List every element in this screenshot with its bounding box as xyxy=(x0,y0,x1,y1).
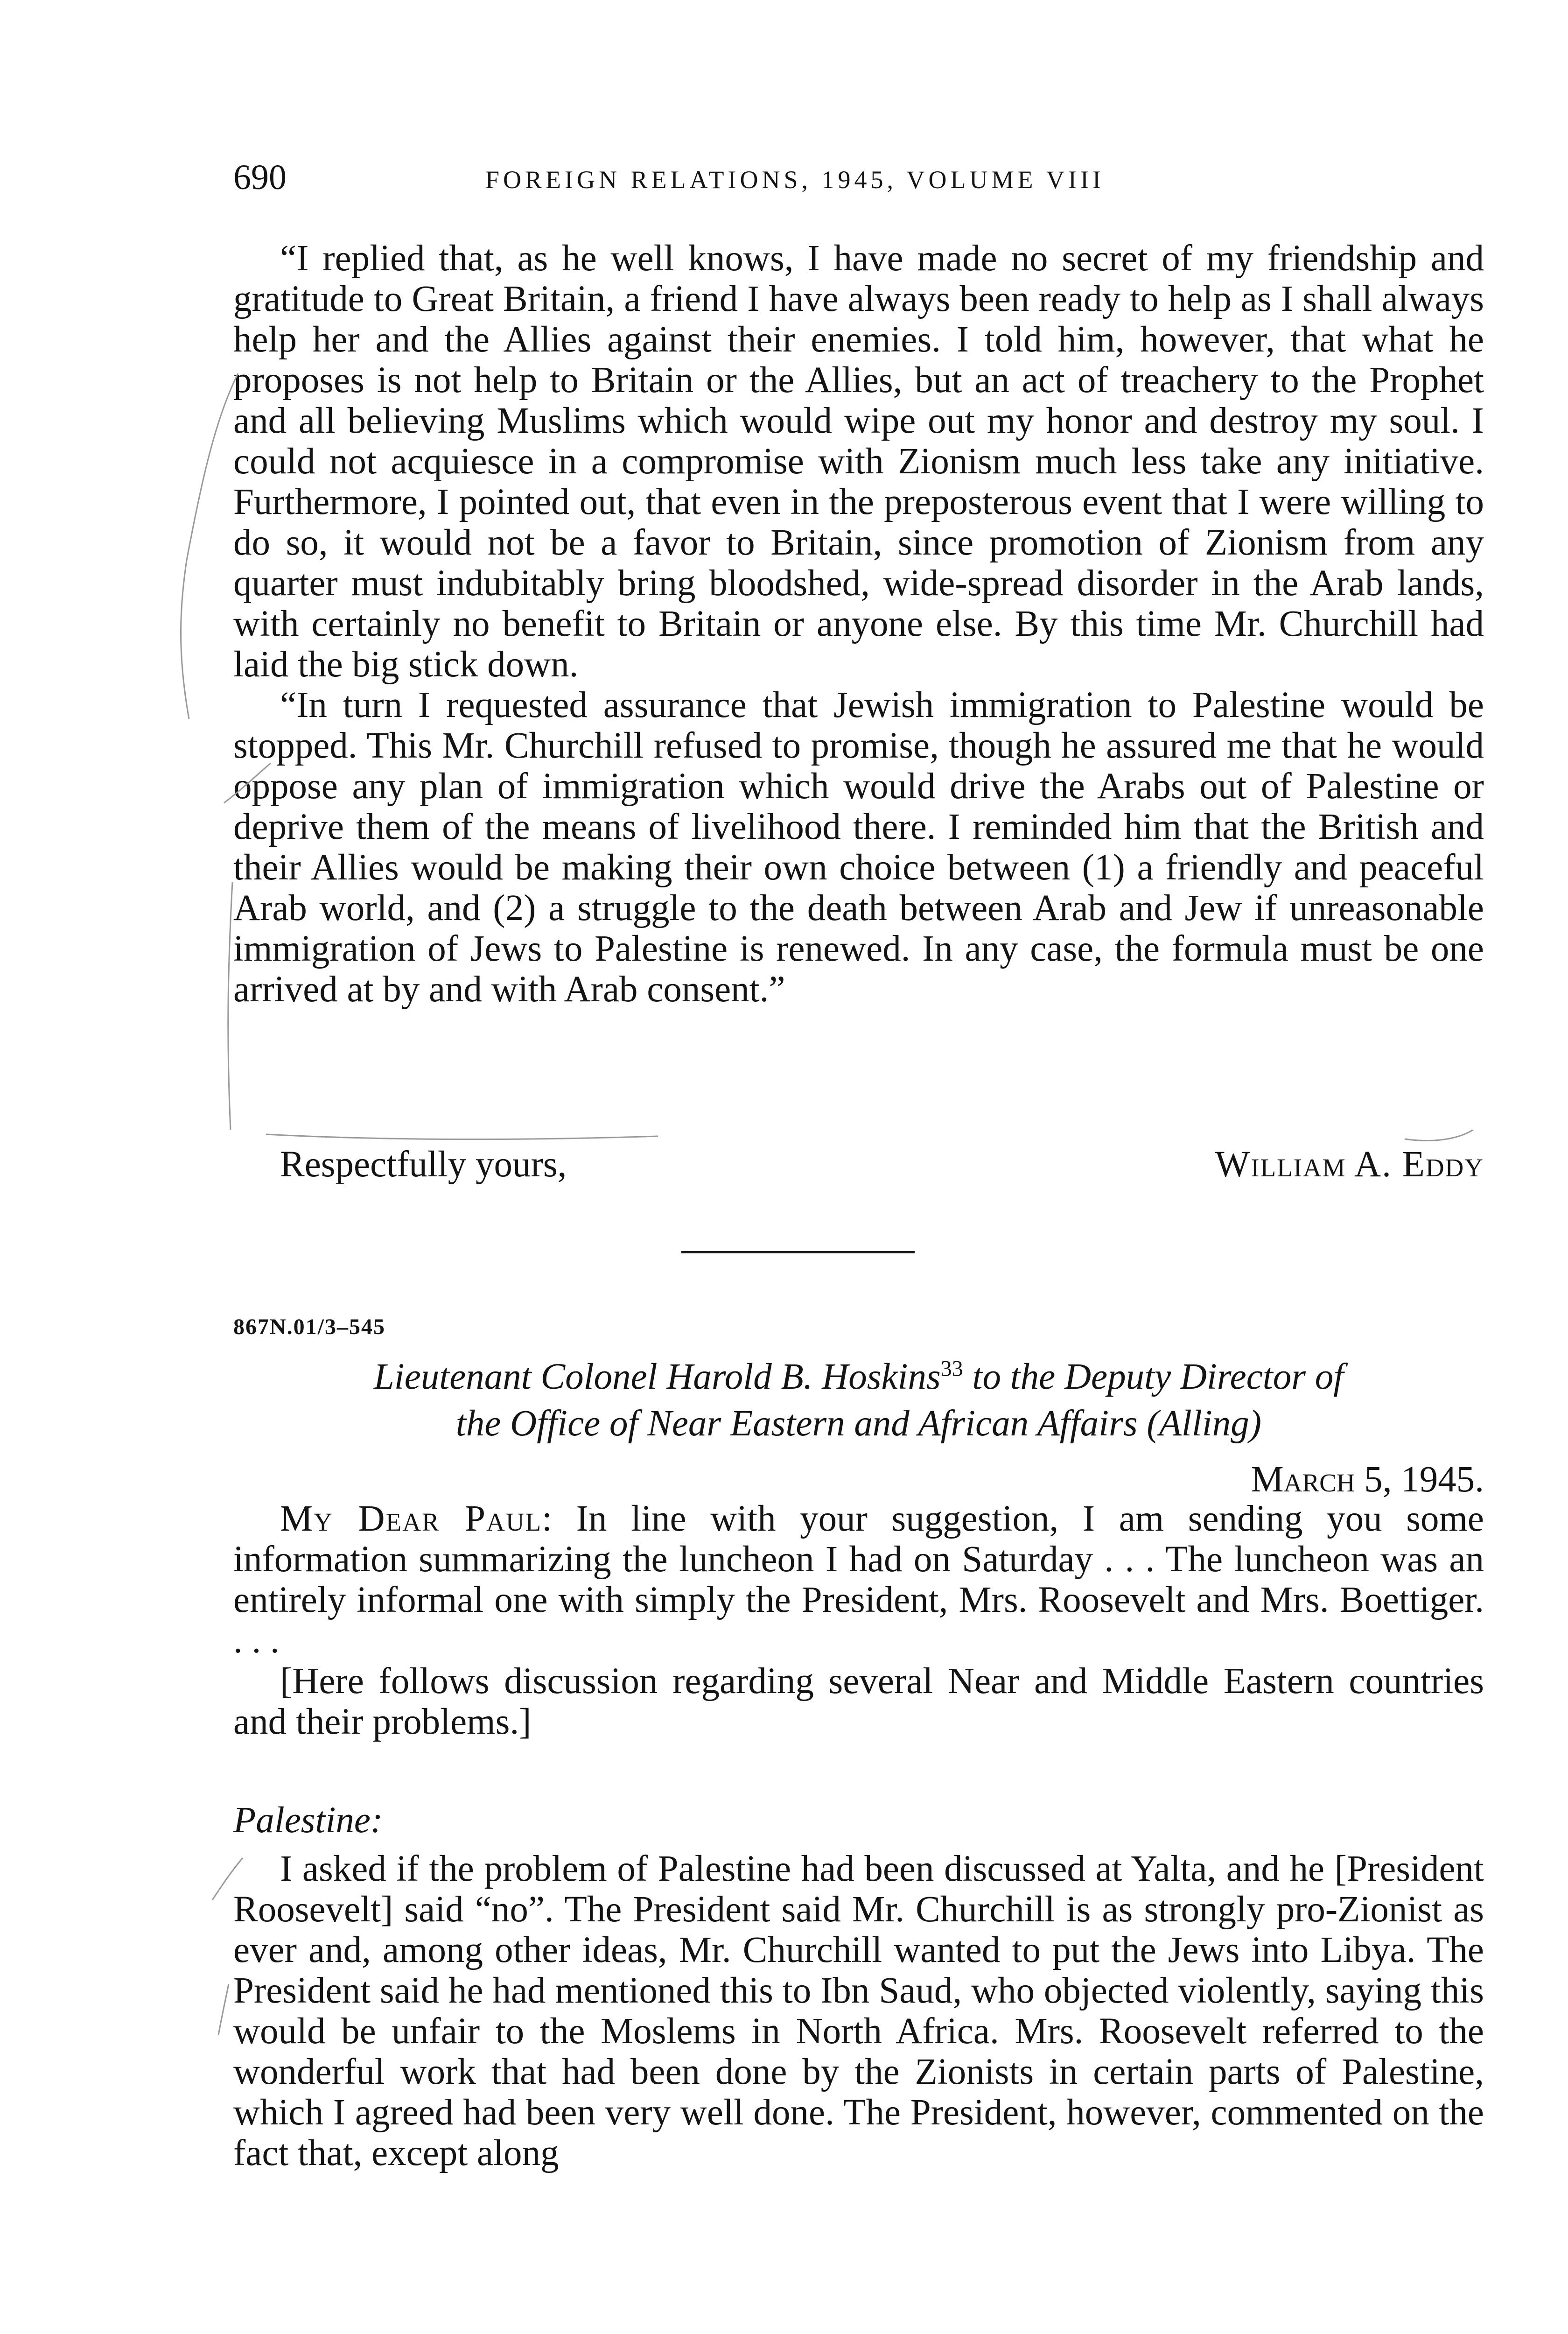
memo-paragraph xyxy=(233,1498,1484,1661)
title-office: the Office of Near Eastern and African Affairs (Alling) xyxy=(455,1403,1262,1444)
running-head: FOREIGN RELATIONS, 1945, VOLUME VIII xyxy=(485,166,1105,194)
footnote-reference[interactable]: 33 xyxy=(940,1356,963,1381)
section-heading: Palestine: xyxy=(233,1800,383,1841)
letter-date: March 5, 1945. xyxy=(1251,1459,1484,1500)
memo-paragraph: I asked if the problem of Palestine had been discussed at Yalta, and he [President Roosevelt] said “no”. The President said Mr. Churchill is as strongly pro-Zionist as ever and, among other ideas, Mr. Churchill wanted to put the Jews into Libya. The President said he had mentioned this to Ibn Saud, who objected violently, saying this would be unfair to the Moslems in North Africa. Mrs. Roosevelt referred to the wonderful work that had been done by the Zionists in certain parts of Palestine, which I agreed had been very well done. The President, however, commented on the fact that, except along xyxy=(233,1849,1484,2173)
letter-closing xyxy=(233,1144,1484,1190)
document-title xyxy=(233,1354,1484,1447)
letter-body xyxy=(233,238,1484,1010)
title-author: Lieutenant Colonel Harold B. Hoskins xyxy=(373,1357,941,1397)
margin-pencil-mark xyxy=(168,364,243,784)
file-number: 867N.01/3–545 xyxy=(233,1315,385,1339)
valediction: Respectfully yours, xyxy=(280,1144,567,1185)
salutation: My Dear Paul xyxy=(280,1498,542,1539)
memo-opening xyxy=(233,1498,1484,1742)
title-recipient: to the Deputy Director of xyxy=(963,1357,1344,1397)
letter-paragraph: “In turn I requested assurance that Jewish immigration to Palestine would be stopped. This Mr. Churchill refused to promise, though he assured me that he would oppose any plan of immigration which would drive the Arabs out of Palestine or deprive them of the means of livelihood there. I reminded him that the British and their Allies would be making their own choice between (1) a friendly and peaceful Arab world, and (2) a struggle to the death between Arab and Jew if unreasonable immigration of Jews to Palestine is renewed. In any case, the formula must be one arrived at by and with Arab consent.” xyxy=(233,685,1484,1010)
section-divider xyxy=(681,1251,915,1253)
memo-body xyxy=(233,1849,1484,2173)
signature: William A. Eddy xyxy=(1215,1144,1484,1185)
page-number: 690 xyxy=(233,158,287,197)
letter-paragraph: “I replied that, as he well knows, I have made no secret of my friendship and gratitude to Great Britain, a friend I have always been ready to help as I shall always help her and the Allies against their enemies. I told him, however, that what he proposes is not help to Britain or the Allies, but an act of treachery to the Prophet and all believing Muslims which would wipe out my honor and destroy my soul. I could not acquiesce in a compromise with Zionism much less take any initiative. Furthermore, I pointed out, that even in the preposterous event that I were willing to do so, it would not be a favor to Britain, since promotion of Zionism from any quarter must indubitably bring bloodshed, wide-spread disorder in the Arab lands, with certainly no benefit to Britain or anyone else. By this time Mr. Churchill had laid the big stick down. xyxy=(233,238,1484,685)
opening-text: : In line with your suggestion, I am sending you some information summarizing the luncheon I had on Saturday . . . The luncheon was an entirely informal one with simply the President, Mrs. Roosevelt and Mrs. Boettiger. . . . xyxy=(233,1498,1484,1661)
page-header xyxy=(233,154,1484,201)
editorial-note: [Here follows discussion regarding several Near and Middle Eastern countries and their problems.] xyxy=(233,1661,1484,1742)
